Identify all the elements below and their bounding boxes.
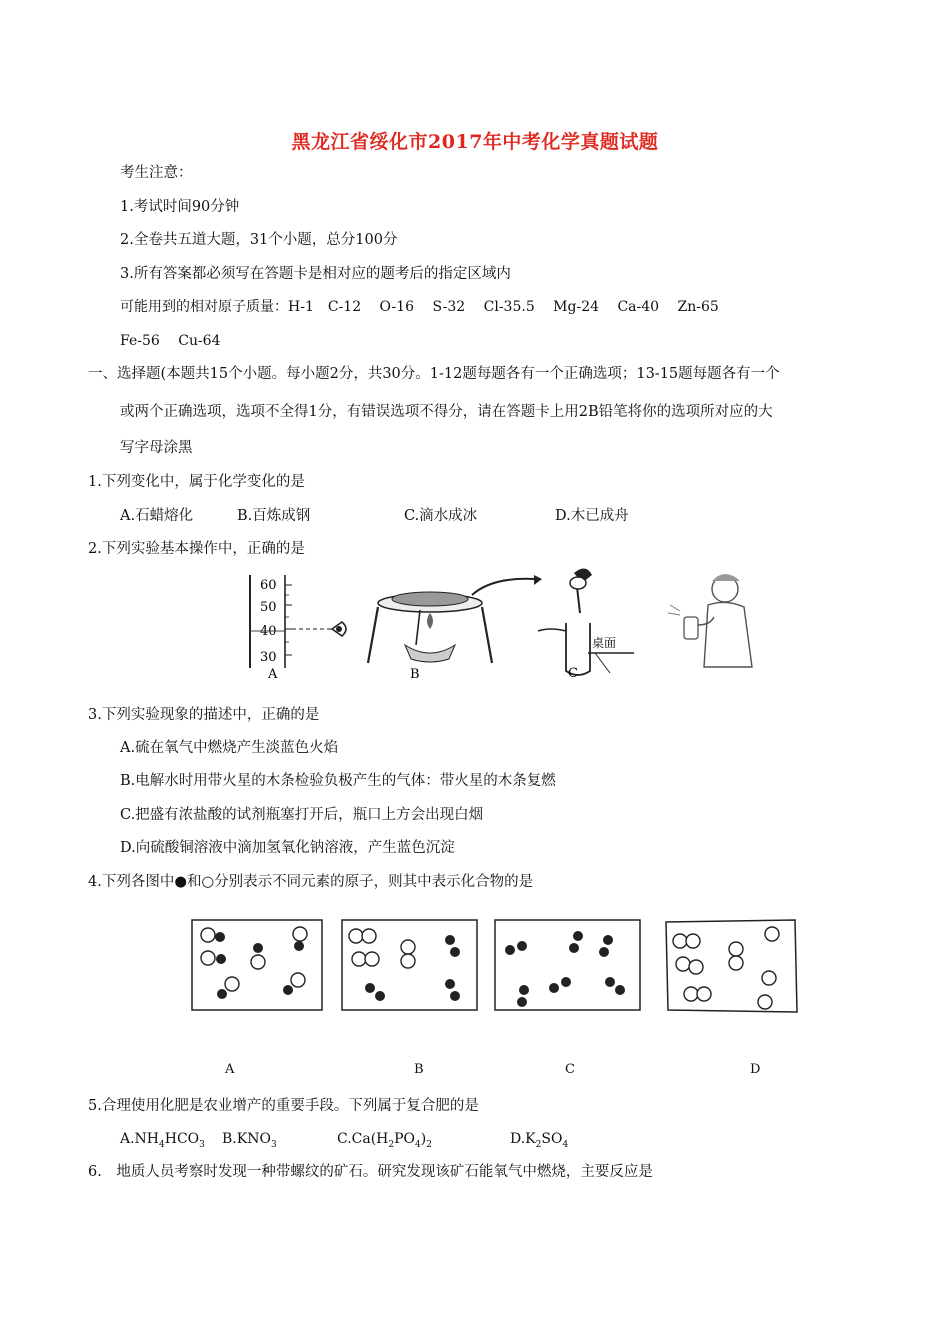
notice-item: 3.所有答案都必须写在答题卡是相对应的题考后的指定区域内 [120,266,511,282]
option: C.把盛有浓盐酸的试剂瓶塞打开后，瓶口上方会出现白烟 [120,807,484,823]
dropper-illustration [538,568,634,681]
particle-box-c [495,920,640,1010]
page-title: 黑龙江省绥化市2017年中考化学真题试题 [291,131,659,153]
section-heading-cont: 写字母涂黑 [120,440,193,456]
q4-particle-diagrams [180,912,810,1022]
evaporation-illustration [368,575,542,682]
q2-figure [240,565,780,690]
figure-label-c: C [565,1062,575,1077]
question-stem: 2.下列实验基本操作中，正确的是 [88,541,305,557]
tick-label: 30 [260,650,277,665]
graduated-cylinder-illustration [250,575,346,682]
option: B.电解水时用带火星的木条检验负极产生的气体：带火星的木条复燃 [120,773,556,789]
figure-label-b: B [414,1062,424,1077]
option: A.硫在氧气中燃烧产生淡蓝色火焰 [120,740,339,756]
hand-icon [534,575,542,585]
option: D.向硫酸铜溶液中滴加氢氧化钠溶液，产生蓝色沉淀 [120,840,455,856]
figure-label-d: D [750,1062,761,1077]
option: D.木已成舟 [555,508,629,524]
desk-label: 桌面 [592,636,617,650]
particle-box-b [342,920,477,1010]
option: B.百炼成钢 [237,508,311,524]
particle-box-d [666,920,797,1012]
figure-label-a: A [225,1062,235,1077]
question-stem: 5.合理使用化肥是农业增产的重要手段。下列属于复合肥的是 [88,1098,479,1114]
tick-label: 60 [260,578,277,593]
notice-heading: 考生注意： [120,165,193,181]
smelling-illustration [668,574,752,667]
section-heading-cont: 或两个正确选项，选项不全得1分，有错误选项不得分，请在答题卡上用2B铅笔将你的选项所对应的大 [120,404,773,420]
figure-label-c: C [568,666,578,681]
question-stem: 4.下列各图中●和○分别表示不同元素的原子，则其中表示化合物的是 [88,874,534,890]
particle-box-a [192,920,322,1010]
tick-label: 50 [260,600,277,615]
atomic-mass-line: Fe-56 Cu-64 [120,333,221,349]
question-stem: 3.下列实验现象的描述中，正确的是 [88,707,320,723]
option: A.石蜡熔化 [120,508,194,524]
option-c: $C.Ca(H_2PO_4)_2$ [337,1131,432,1150]
tick-label: 40 [260,624,277,639]
option-d: $D.K_2SO_4$ [510,1131,569,1150]
section-heading: 一、选择题(本题共15个小题。每小题2分，共30分。1-12题每题各有一个正确选项；13-15题每题各有一个 [88,366,780,382]
atomic-mass-line: 可能用到的相对原子质量：H-1 C-12 O-16 S-32 Cl-35.5 Mg-24 Ca-40 Zn-65 [120,299,719,315]
question-stem: 1.下列变化中，属于化学变化的是 [88,474,305,490]
notice-item: 1.考试时间90分钟 [120,199,240,215]
question-stem: 6. 地质人员考察时发现一种带螺纹的矿石。研究发现该矿石能氧气中燃烧，主要反应是 [88,1164,653,1180]
option: C.滴水成冰 [404,508,478,524]
option-b: $B.KNO_3$ [222,1131,277,1150]
option-a: $A.NH_4HCO_3$ [120,1131,205,1150]
figure-label-b: B [410,667,420,682]
figure-label-a: A [268,667,278,682]
notice-item: 2.全卷共五道大题，31个小题，总分100分 [120,232,398,248]
